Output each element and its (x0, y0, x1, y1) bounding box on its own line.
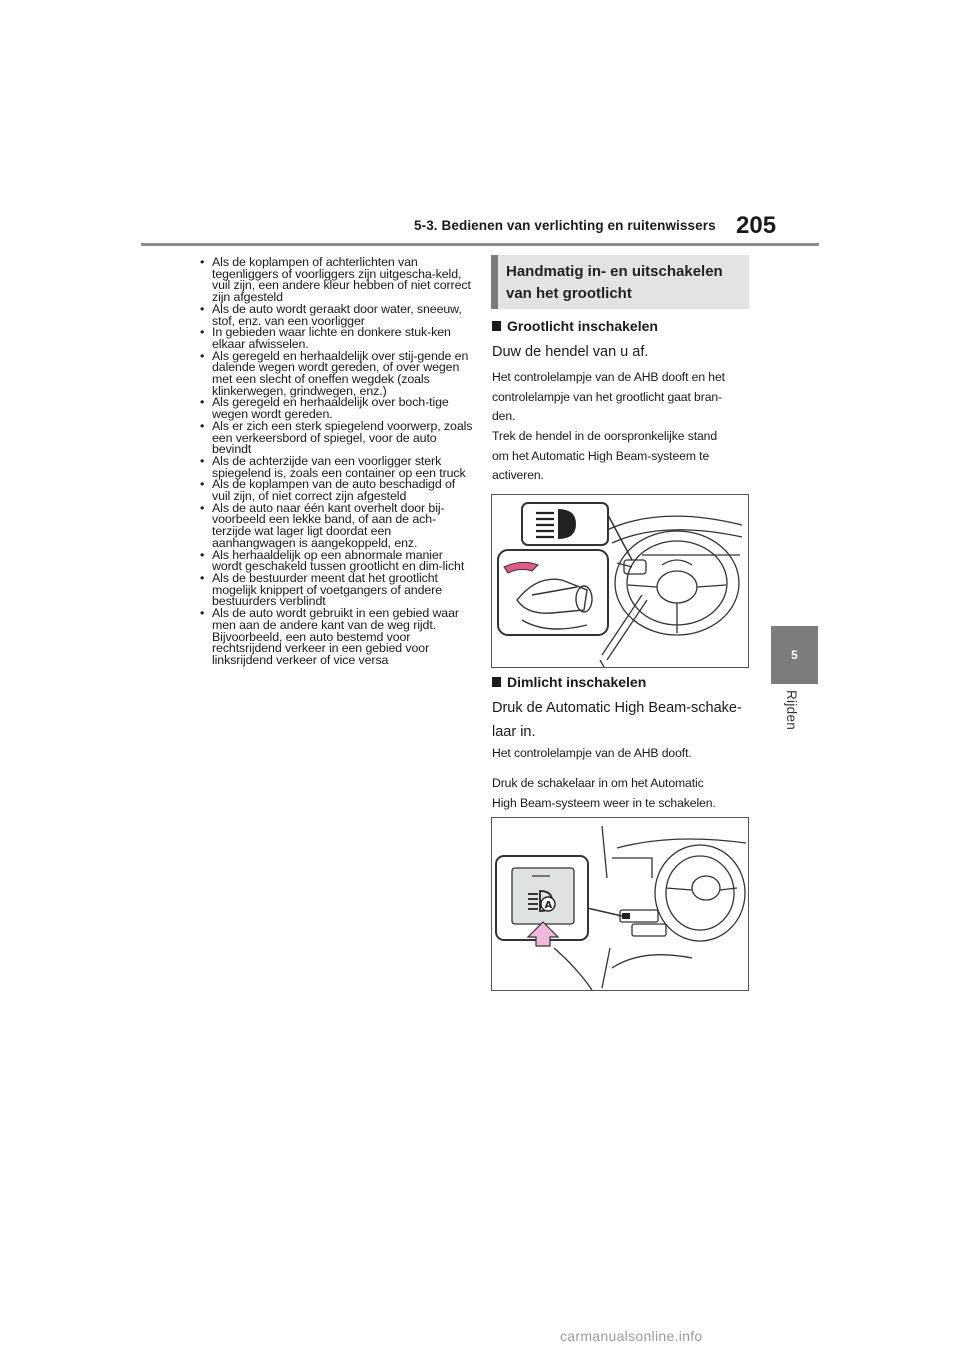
list-item: • Als er zich een sterk spiegelend voorwerp, zoals een verkeersbord of spiegel, voor de auto bevindt (200, 421, 475, 456)
high-beam-lever-illustration (491, 494, 749, 668)
section-heading-box (491, 255, 749, 309)
list-item: • Als de auto wordt geraakt door water, sneeuw, stof, enz. van een voorligger (200, 304, 475, 327)
high-beam-para1: Het controlelampje van de AHB dooft en het controlelampje van het grootlicht gaat bran- den. (492, 370, 725, 424)
list-item: • Als de bestuurder meent dat het grootlicht mogelijk knippert of voetgangers of andere bestuurders verblindt (200, 573, 475, 608)
list-item: • Als de achterzijde van een voorligger sterk spiegelend is, zoals een container op een truck (200, 456, 475, 479)
low-beam-lead: Druk de Automatic High Beam-schake- laar in. (492, 700, 742, 740)
list-item: • Als de auto naar één kant overhelt door bij-voorbeeld een lekke band, of aan de ach-terzijde wat lager ligt doordat een aanhangwagen is aangekoppeld, enz. (200, 503, 475, 550)
header-divider (141, 243, 819, 246)
list-item: • Als geregeld en herhaaldelijk over boch-tige wegen wordt gereden. (200, 397, 475, 420)
section-heading: Handmatig in- en uitschakelen van het grootlicht (506, 263, 723, 302)
chapter-tab (771, 626, 818, 684)
chapter-number: 5 (791, 648, 798, 662)
svg-text:A: A (544, 900, 553, 911)
list-item: • Als de auto wordt gebruikt in een gebied waar men aan de andere kant van de weg rijdt. Bijvoorbeeld, een auto bestemd voor rechtsrijdend verkeer in een gebied voor linksrijdend verkeer of vice versa (200, 608, 475, 667)
list-item: • Als herhaaldelijk op een abnormale manier wordt geschakeld tussen grootlicht en dim-licht (200, 550, 475, 573)
high-beam-para2: Trek de hendel in de oorspronkelijke stand om het Automatic High Beam-systeem te activeren. (492, 429, 718, 483)
high-beam-lead: Duw de hendel van u af. (492, 344, 649, 360)
low-beam-subheading: Dimlicht inschakelen (492, 674, 646, 690)
low-beam-para1: Het controlelampje van de AHB dooft. (492, 746, 692, 760)
list-item: • In gebieden waar lichte en donkere stuk-ken elkaar afwisselen. (200, 327, 475, 350)
page-number: 205 (736, 212, 777, 239)
low-beam-para2: Druk de schakelaar in om het Automatic High Beam-systeem weer in te schakelen. (492, 776, 716, 810)
list-item: • Als de koplampen of achterlichten van tegenliggers of voorliggers zijn uitgescha-keld, vuil zijn, een andere kleur hebben of niet correct zijn afgesteld (200, 257, 475, 304)
list-item: • Als geregeld en herhaaldelijk over stij-gende en dalende wegen wordt gereden, of over wegen met een slecht of oneffen wegdek (zoals klinkerwegen, grindwegen, enz.) (200, 351, 475, 398)
high-beam-subheading: Grootlicht inschakelen (492, 318, 658, 334)
watermark: carmanualsonline.info (560, 1328, 703, 1344)
condition-bullet-list (200, 257, 475, 667)
list-item: • Als de koplampen van de auto beschadigd of vuil zijn, of niet correct zijn afgesteld (200, 479, 475, 502)
ahb-switch-illustration (491, 817, 749, 991)
chapter-label: Rijden (784, 690, 799, 731)
section-heading-accent (491, 255, 498, 309)
running-header-title: 5-3. Bedienen van verlichting en ruitenwissers (414, 218, 716, 233)
